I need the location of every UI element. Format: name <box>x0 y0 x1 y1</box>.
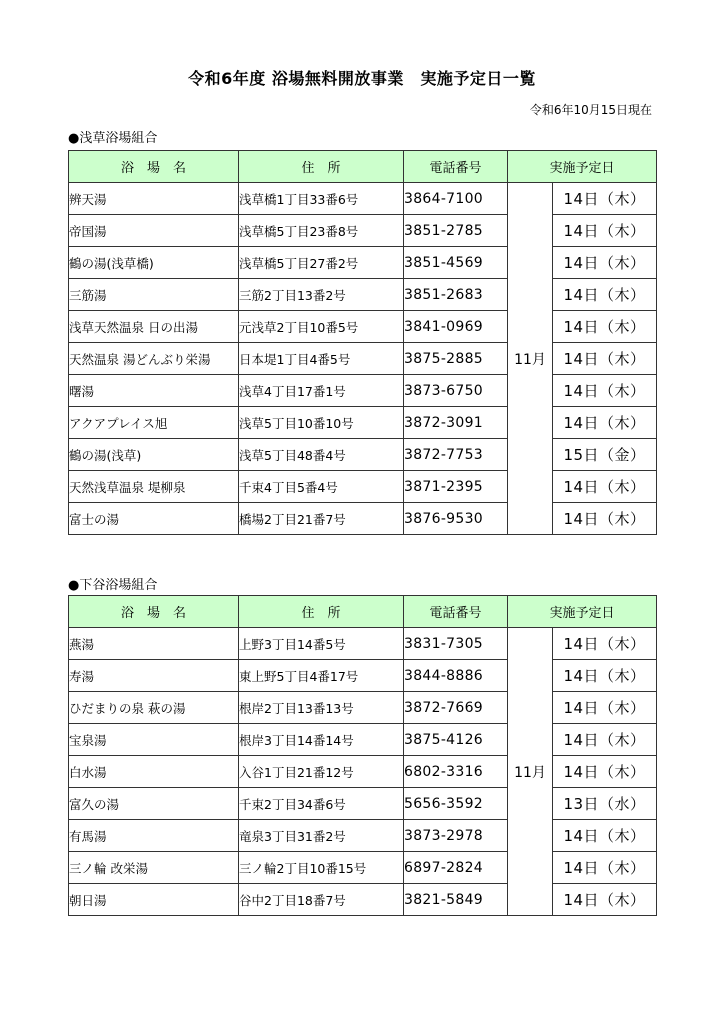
phone-number: 3871-2395 <box>404 471 508 503</box>
address: 千束2丁目34番6号 <box>239 788 404 820</box>
address: 浅草4丁目17番1号 <box>239 375 404 407</box>
address: 浅草橋1丁目33番6号 <box>239 183 404 215</box>
header-name: 浴 場 名 <box>69 596 239 628</box>
table-row <box>69 215 657 247</box>
table-row <box>69 183 657 215</box>
header-date: 実施予定日 <box>508 596 657 628</box>
address: 千束4丁目5番4号 <box>239 471 404 503</box>
bathhouse-name: 燕湯 <box>69 628 239 660</box>
table-row <box>69 884 657 916</box>
schedule-table-asakusa <box>68 150 657 535</box>
table-row <box>69 628 657 660</box>
phone-number: 3873-2978 <box>404 820 508 852</box>
table-row <box>69 660 657 692</box>
bathhouse-name: 鶴の湯(浅草橋) <box>69 247 239 279</box>
table-row <box>69 852 657 884</box>
address: 浅草5丁目10番10号 <box>239 407 404 439</box>
bathhouse-name: 帝国湯 <box>69 215 239 247</box>
scheduled-day: 14日（木） <box>553 375 657 407</box>
phone-number: 3851-4569 <box>404 247 508 279</box>
bathhouse-name: 辨天湯 <box>69 183 239 215</box>
scheduled-day: 14日（木） <box>553 183 657 215</box>
header-phone: 電話番号 <box>404 151 508 183</box>
table-row <box>69 343 657 375</box>
address: 浅草橋5丁目23番8号 <box>239 215 404 247</box>
address: 三ノ輪2丁目10番15号 <box>239 852 404 884</box>
bathhouse-name: 白水湯 <box>69 756 239 788</box>
phone-number: 3872-3091 <box>404 407 508 439</box>
phone-number: 3821-5849 <box>404 884 508 916</box>
phone-number: 3844-8886 <box>404 660 508 692</box>
bathhouse-name: 富久の湯 <box>69 788 239 820</box>
phone-number: 5656-3592 <box>404 788 508 820</box>
phone-number: 3851-2683 <box>404 279 508 311</box>
table-header-row <box>69 596 657 628</box>
address: 根岸2丁目13番13号 <box>239 692 404 724</box>
address: 浅草5丁目48番4号 <box>239 439 404 471</box>
address: 根岸3丁目14番14号 <box>239 724 404 756</box>
table-row <box>69 439 657 471</box>
table-row <box>69 375 657 407</box>
table-body <box>69 183 657 535</box>
bathhouse-name: 宝泉湯 <box>69 724 239 756</box>
table-row <box>69 279 657 311</box>
section-label-shitaya: ●下谷浴場組合 <box>68 578 158 593</box>
month-cell: 11月 <box>508 628 553 916</box>
scheduled-day: 15日（金） <box>553 439 657 471</box>
scheduled-day: 13日（水） <box>553 788 657 820</box>
table-row <box>69 788 657 820</box>
scheduled-day: 14日（木） <box>553 756 657 788</box>
table-row <box>69 471 657 503</box>
phone-number: 3831-7305 <box>404 628 508 660</box>
header-address: 住 所 <box>239 596 404 628</box>
phone-number: 3876-9530 <box>404 503 508 535</box>
scheduled-day: 14日（木） <box>553 215 657 247</box>
bathhouse-name: 鶴の湯(浅草) <box>69 439 239 471</box>
scheduled-day: 14日（木） <box>553 884 657 916</box>
bathhouse-name: アクアプレイス旭 <box>69 407 239 439</box>
phone-number: 3864-7100 <box>404 183 508 215</box>
phone-number: 3873-6750 <box>404 375 508 407</box>
page-title: 令和6年度 浴場無料開放事業 実施予定日一覧 <box>188 69 536 88</box>
address: 橋場2丁目21番7号 <box>239 503 404 535</box>
table-body <box>69 628 657 916</box>
scheduled-day: 14日（木） <box>553 247 657 279</box>
scheduled-day: 14日（木） <box>553 820 657 852</box>
table-header-row <box>69 151 657 183</box>
address: 竜泉3丁目31番2号 <box>239 820 404 852</box>
bathhouse-name: 天然浅草温泉 堤柳泉 <box>69 471 239 503</box>
bathhouse-name: 曙湯 <box>69 375 239 407</box>
table-row <box>69 503 657 535</box>
scheduled-day: 14日（木） <box>553 343 657 375</box>
table-row <box>69 756 657 788</box>
bathhouse-name: 三ノ輪 改栄湯 <box>69 852 239 884</box>
section-label-asakusa: ●浅草浴場組合 <box>68 131 158 146</box>
address: 東上野5丁目4番17号 <box>239 660 404 692</box>
bathhouse-name: ひだまりの泉 萩の湯 <box>69 692 239 724</box>
month-cell: 11月 <box>508 183 553 535</box>
address: 元浅草2丁目10番5号 <box>239 311 404 343</box>
bathhouse-name: 朝日湯 <box>69 884 239 916</box>
phone-number: 3851-2785 <box>404 215 508 247</box>
scheduled-day: 14日（木） <box>553 279 657 311</box>
header-name: 浴 場 名 <box>69 151 239 183</box>
phone-number: 3841-0969 <box>404 311 508 343</box>
phone-number: 3872-7753 <box>404 439 508 471</box>
address: 三筋2丁目13番2号 <box>239 279 404 311</box>
phone-number: 3872-7669 <box>404 692 508 724</box>
phone-number: 3875-4126 <box>404 724 508 756</box>
address: 日本堤1丁目4番5号 <box>239 343 404 375</box>
bathhouse-name: 富士の湯 <box>69 503 239 535</box>
scheduled-day: 14日（木） <box>553 852 657 884</box>
schedule-table-shitaya <box>68 595 657 916</box>
table-row <box>69 692 657 724</box>
phone-number: 3875-2885 <box>404 343 508 375</box>
bathhouse-name: 有馬湯 <box>69 820 239 852</box>
table-row <box>69 407 657 439</box>
header-phone: 電話番号 <box>404 596 508 628</box>
bathhouse-name: 寿湯 <box>69 660 239 692</box>
scheduled-day: 14日（木） <box>553 471 657 503</box>
scheduled-day: 14日（木） <box>553 407 657 439</box>
scheduled-day: 14日（木） <box>553 503 657 535</box>
table-row <box>69 311 657 343</box>
as-of-date: 令和6年10月15日現在 <box>529 103 652 117</box>
bathhouse-name: 天然温泉 湯どんぶり栄湯 <box>69 343 239 375</box>
address: 上野3丁目14番5号 <box>239 628 404 660</box>
address: 谷中2丁目18番7号 <box>239 884 404 916</box>
header-date: 実施予定日 <box>508 151 657 183</box>
phone-number: 6897-2824 <box>404 852 508 884</box>
scheduled-day: 14日（木） <box>553 628 657 660</box>
address: 入谷1丁目21番12号 <box>239 756 404 788</box>
header-address: 住 所 <box>239 151 404 183</box>
address: 浅草橋5丁目27番2号 <box>239 247 404 279</box>
table-row <box>69 247 657 279</box>
scheduled-day: 14日（木） <box>553 724 657 756</box>
bathhouse-name: 三筋湯 <box>69 279 239 311</box>
scheduled-day: 14日（木） <box>553 311 657 343</box>
phone-number: 6802-3316 <box>404 756 508 788</box>
scheduled-day: 14日（木） <box>553 660 657 692</box>
table-row <box>69 724 657 756</box>
bathhouse-name: 浅草天然温泉 日の出湯 <box>69 311 239 343</box>
table-row <box>69 820 657 852</box>
scheduled-day: 14日（木） <box>553 692 657 724</box>
